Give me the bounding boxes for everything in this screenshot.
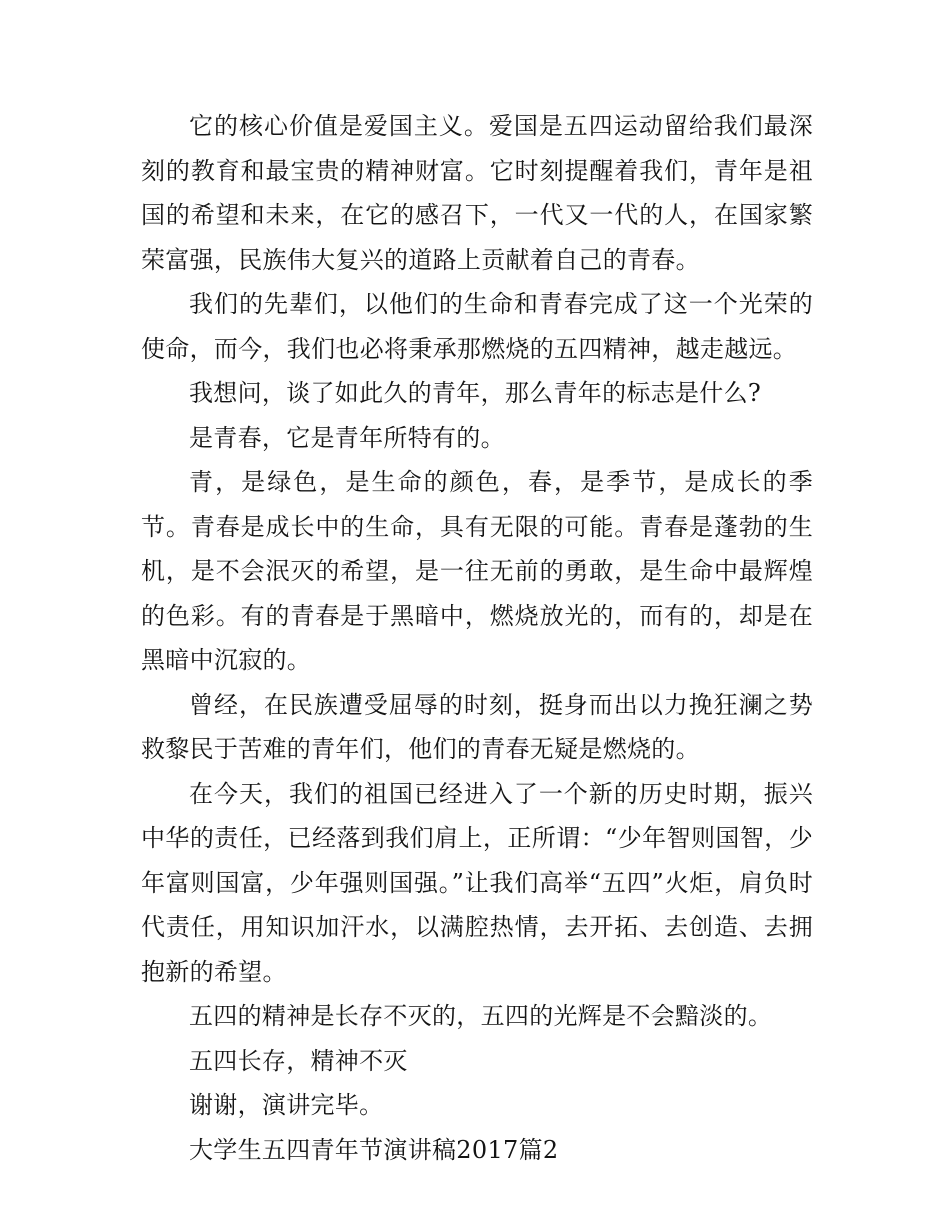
document-body	[141, 104, 813, 1172]
paragraph: 在今天，我们的祖国已经进入了一个新的历史时期，振兴中华的责任，已经落到我们肩上，正所谓：“少年智则国智，少年富则国富，少年强则国强。”让我们高举“五四”火炬，肩负时代责任，用知识加汗水，以满腔热情，去开拓、去创造、去拥抱新的希望。	[141, 779, 813, 986]
paragraph: 五四长存，精神不灭	[189, 1046, 408, 1075]
paragraph: 我想问，谈了如此久的青年，那么青年的标志是什么?	[189, 379, 762, 407]
paragraph: 谢谢，演讲完毕。	[189, 1091, 384, 1119]
section-heading: 大学生五四青年节演讲稿2017篇2	[189, 1135, 559, 1164]
paragraph: 青，是绿色，是生命的颜色，春，是季节，是成长的季节。青春是成长中的生命，具有无限的可能。青春是蓬勃的生机，是不会泯灭的希望，是一往无前的勇敢，是生命中最辉煌的色彩。有的青春是于黑暗中，燃烧放光的，而有的，却是在黑暗中沉寂的。	[141, 468, 813, 674]
paragraph: 曾经，在民族遭受屈辱的时刻，挺身而出以力挽狂澜之势救黎民于苦难的青年们，他们的青春无疑是燃烧的。	[141, 690, 813, 763]
paragraph: 五四的精神是长存不灭的，五四的光辉是不会黯淡的。	[189, 1002, 773, 1030]
paragraph: 我们的先辈们，以他们的生命和青春完成了这一个光荣的使命，而今，我们也必将秉承那燃烧的五四精神，越走越远。	[141, 290, 813, 363]
paragraph: 是青春，它是青年所特有的。	[189, 423, 505, 452]
paragraph: 它的核心价值是爱国主义。爱国是五四运动留给我们最深刻的教育和最宝贵的精神财富。它时刻提醒着我们，青年是祖国的希望和未来，在它的感召下，一代又一代的人，在国家繁荣富强，民族伟大复兴的道路上贡献着自己的青春。	[141, 112, 813, 274]
